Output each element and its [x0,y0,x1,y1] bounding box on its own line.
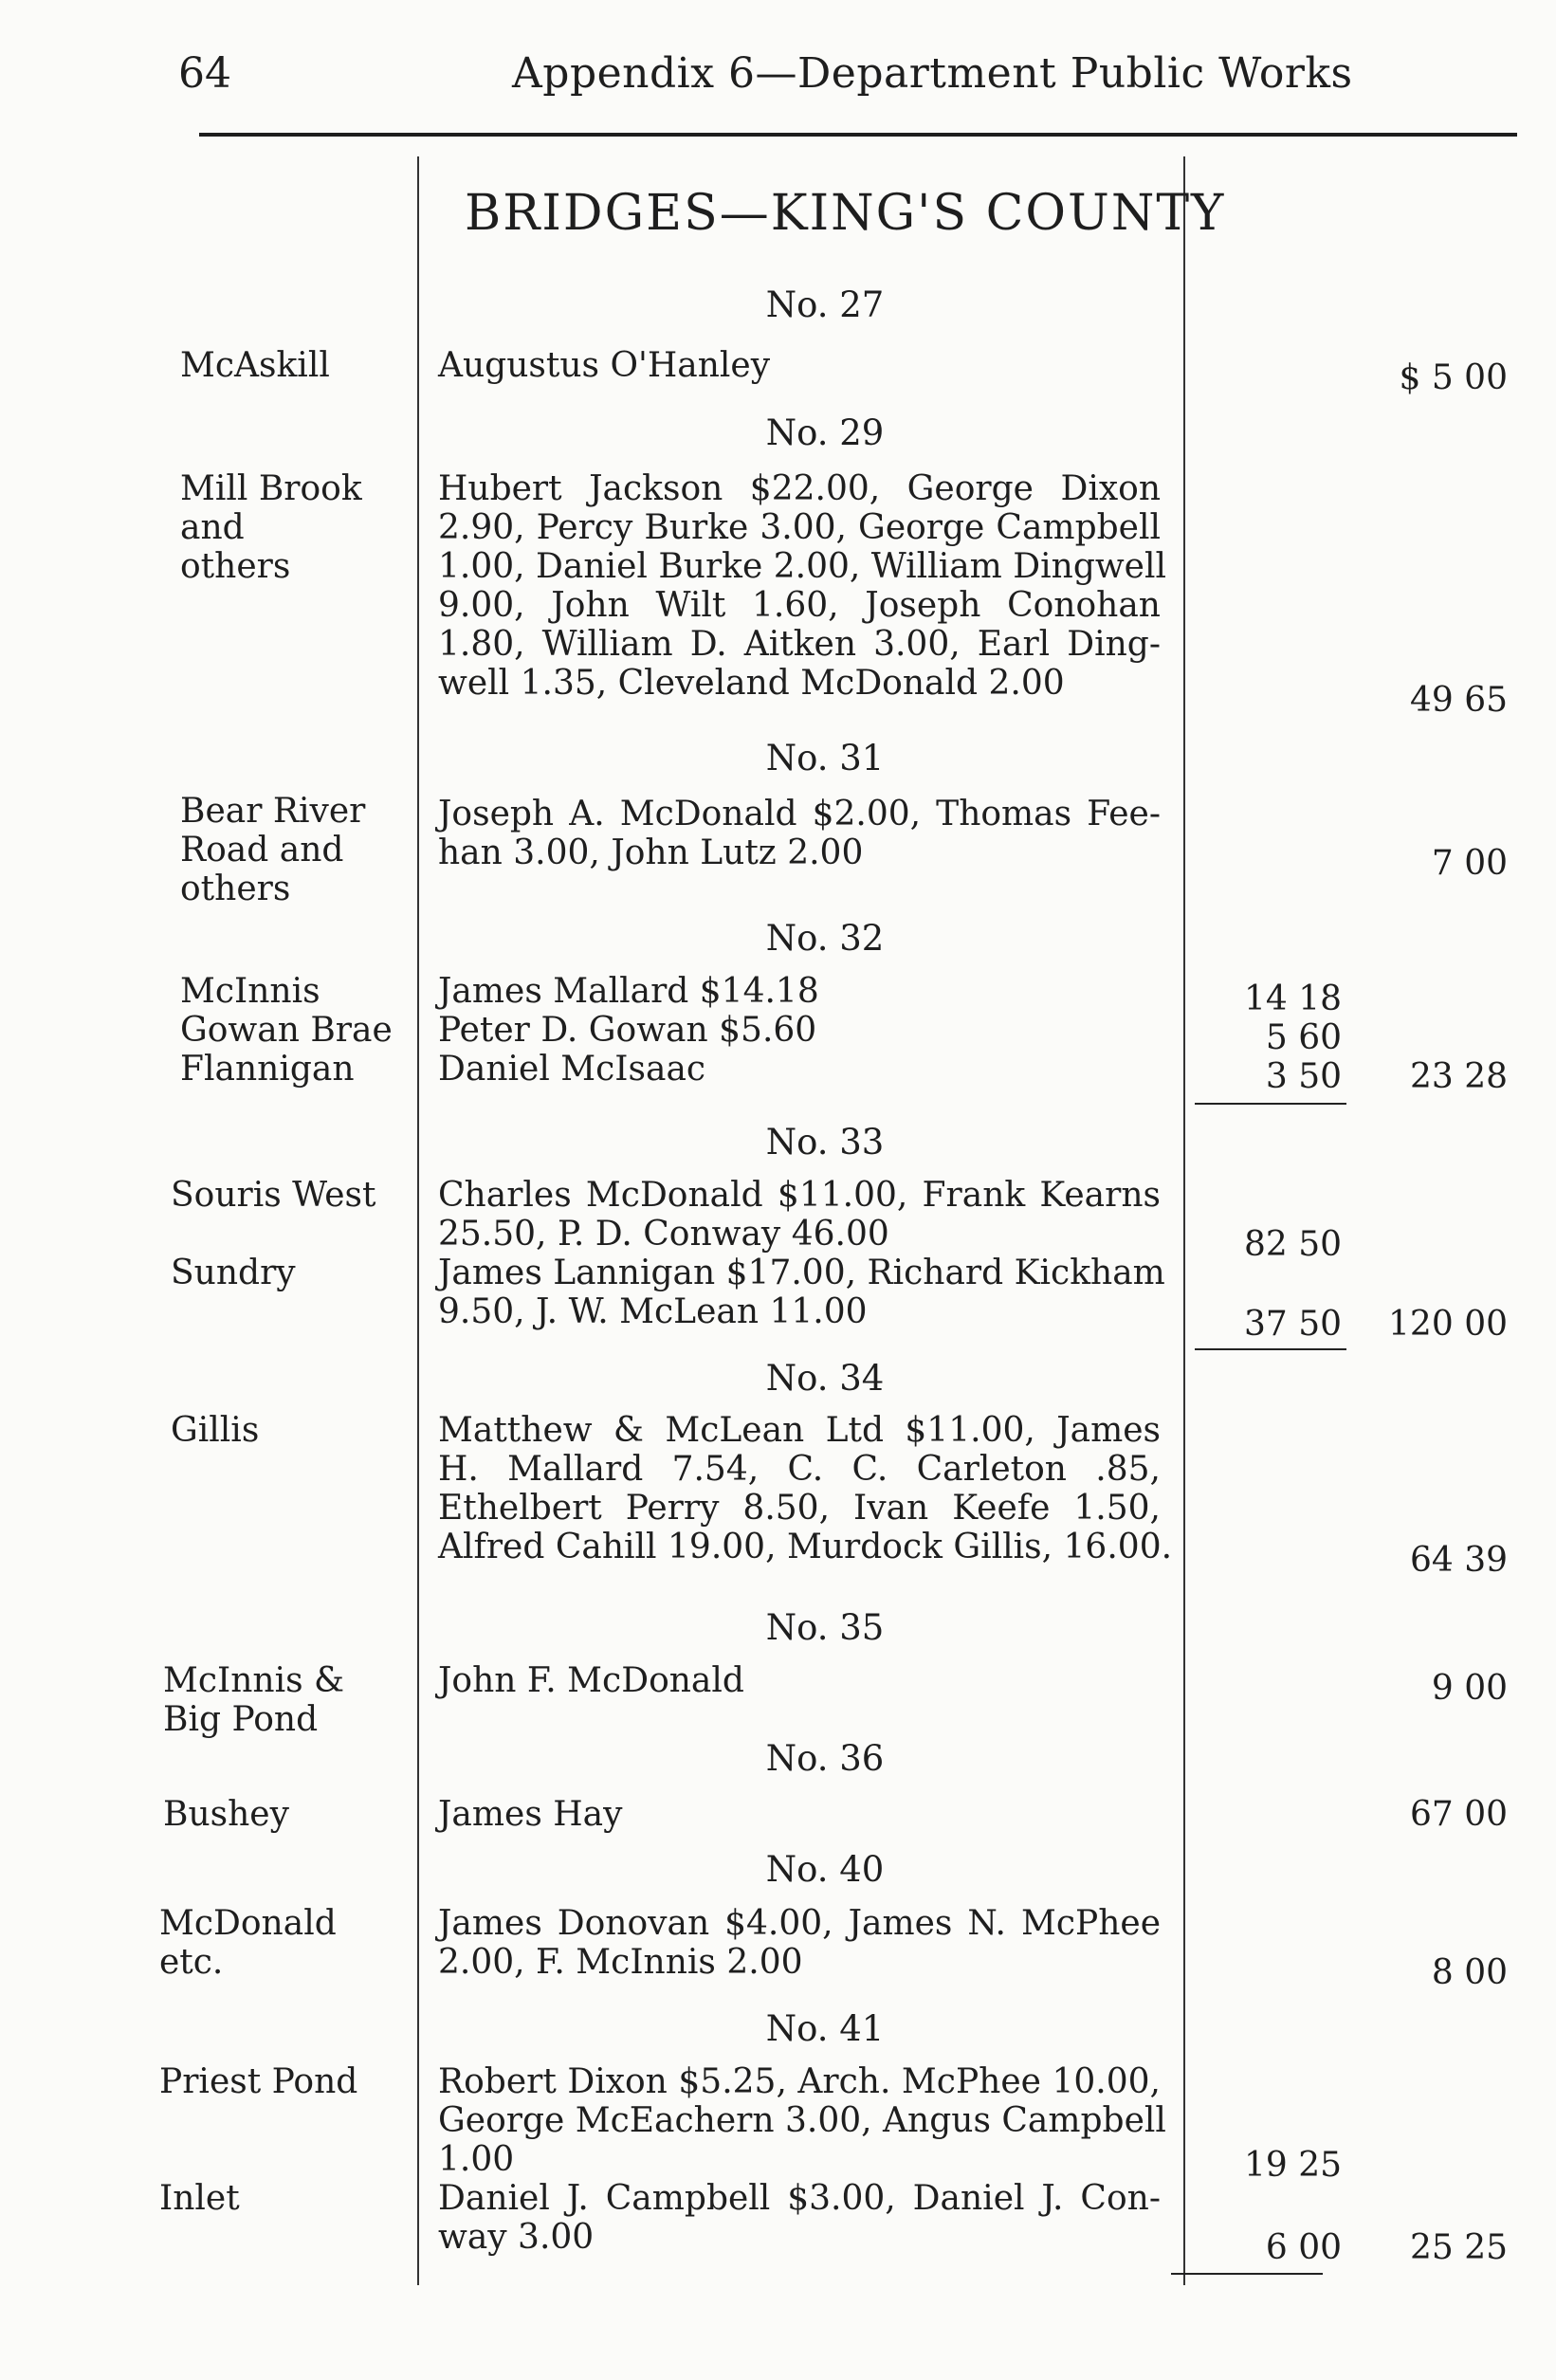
description-line: Daniel J. Campbell $3.00, Daniel J. Con- [438,2179,1161,2218]
entry-description [438,972,1161,1089]
entry-location: Souris West Sundry [171,1176,376,1292]
entry-location: McInnis Gowan Brae Flannigan [180,972,393,1089]
entry-location: Mill Brook and others [180,469,362,586]
column-rule-left [417,156,419,2285]
total-amount: 23 28 [1409,1057,1508,1096]
entry-description [438,346,1161,385]
description-line: Joseph A. McDonald $2.00, Thomas Fee- [438,795,1161,833]
total-amount: 7 00 [1431,844,1508,883]
header-rule [199,133,1517,137]
entry-number: No. 34 [765,1358,885,1399]
entry-location: Bushey [163,1795,289,1834]
total-amount: 8 00 [1431,1953,1508,1992]
description-line: John F. McDonald [438,1661,744,1700]
entry-description [438,469,1167,703]
subtotal-amount: 19 25 [1243,2146,1342,2185]
entry-number: No. 36 [765,1738,885,1779]
subtotal-amount: 3 50 [1265,1057,1342,1096]
entry-number: No. 27 [765,284,885,325]
entry-description [438,2062,1166,2257]
description-line: 25.50, P. D. Conway 46.00 [438,1215,889,1254]
total-amount: 64 39 [1409,1541,1508,1580]
entry-location: Priest Pond Inlet [159,2062,358,2218]
description-line: James Mallard $14.18 [438,972,819,1011]
entry-description [438,1904,1161,1982]
total-amount: 49 65 [1409,681,1508,720]
running-head: Appendix 6—Department Public Works [512,49,1353,98]
description-line: well 1.35, Cleveland McDonald 2.00 [438,664,1065,703]
entry-description [438,1661,1161,1700]
description-line: Daniel McIsaac [438,1050,706,1089]
description-line: Ethelbert Perry 8.50, Ivan Keefe 1.50, [438,1489,1161,1528]
description-line: James Lannigan $17.00, Richard Kickham [438,1254,1165,1292]
entry-location: McAskill [180,346,330,385]
description-line: han 3.00, John Lutz 2.00 [438,833,864,872]
description-line: George McEachern 3.00, Angus Campbell [438,2101,1166,2140]
description-line: Robert Dixon $5.25, Arch. McPhee 10.00, [438,2062,1161,2101]
entry-number: No. 29 [765,412,885,453]
column-rule-right [1183,156,1185,2285]
subtotal-rule [1171,2273,1323,2275]
subtotal-amount: 37 50 [1243,1305,1342,1344]
entry-number: No. 41 [765,2008,885,2049]
total-amount: 67 00 [1409,1795,1508,1834]
description-line: James Donovan $4.00, James N. McPhee [438,1904,1161,1943]
section-title: BRIDGES—KING'S COUNTY [465,185,1226,242]
description-line: way 3.00 [438,2218,595,2257]
entry-location: Gillis [171,1411,260,1450]
entry-number: No. 33 [765,1122,885,1163]
entry-location: McInnis & Big Pond [163,1661,345,1739]
description-line: Charles McDonald $11.00, Frank Kearns [438,1176,1161,1215]
entry-number: No. 32 [765,918,885,959]
description-line: 2.90, Percy Burke 3.00, George Campbell [438,508,1161,547]
total-amount: 120 00 [1388,1305,1508,1344]
subtotal-amount: 6 00 [1265,2228,1342,2267]
subtotal-amount: 82 50 [1243,1225,1342,1264]
description-line: H. Mallard 7.54, C. C. Carleton .85, [438,1450,1161,1489]
subtotal-amount: 14 18 [1243,979,1342,1018]
total-amount: 9 00 [1431,1669,1508,1708]
entry-number: No. 40 [765,1849,885,1890]
description-line: 1.00 [438,2140,515,2179]
entry-description [438,795,1161,872]
entry-description [438,1795,1161,1834]
subtotal-amount: 5 60 [1265,1018,1342,1057]
description-line: Augustus O'Hanley [438,346,771,385]
entry-location: Bear River Road and others [180,792,366,908]
description-line: Matthew & McLean Ltd $11.00, James [438,1411,1161,1450]
description-line: 1.80, William D. Aitken 3.00, Earl Ding- [438,625,1161,664]
entry-number: No. 35 [765,1607,885,1648]
description-line: 2.00, F. McInnis 2.00 [438,1943,803,1982]
entry-number: No. 31 [765,738,885,778]
description-line: 1.00, Daniel Burke 2.00, William Dingwell [438,547,1167,586]
description-line: Peter D. Gowan $5.60 [438,1011,817,1050]
entry-description [438,1411,1173,1566]
entry-location: McDonald etc. [159,1904,337,1982]
description-line: 9.50, J. W. McLean 11.00 [438,1292,868,1331]
page-number: 64 [178,49,231,98]
description-line: James Hay [438,1795,623,1834]
subtotal-rule [1195,1103,1346,1105]
total-amount: 25 25 [1409,2228,1508,2267]
description-line: 9.00, John Wilt 1.60, Joseph Conohan [438,586,1161,625]
description-line: Hubert Jackson $22.00, George Dixon [438,469,1161,508]
subtotal-rule [1195,1348,1346,1350]
total-amount: $ 5 00 [1399,358,1508,397]
entry-description [438,1176,1165,1331]
description-line: Alfred Cahill 19.00, Murdock Gillis, 16.00. [438,1528,1173,1566]
